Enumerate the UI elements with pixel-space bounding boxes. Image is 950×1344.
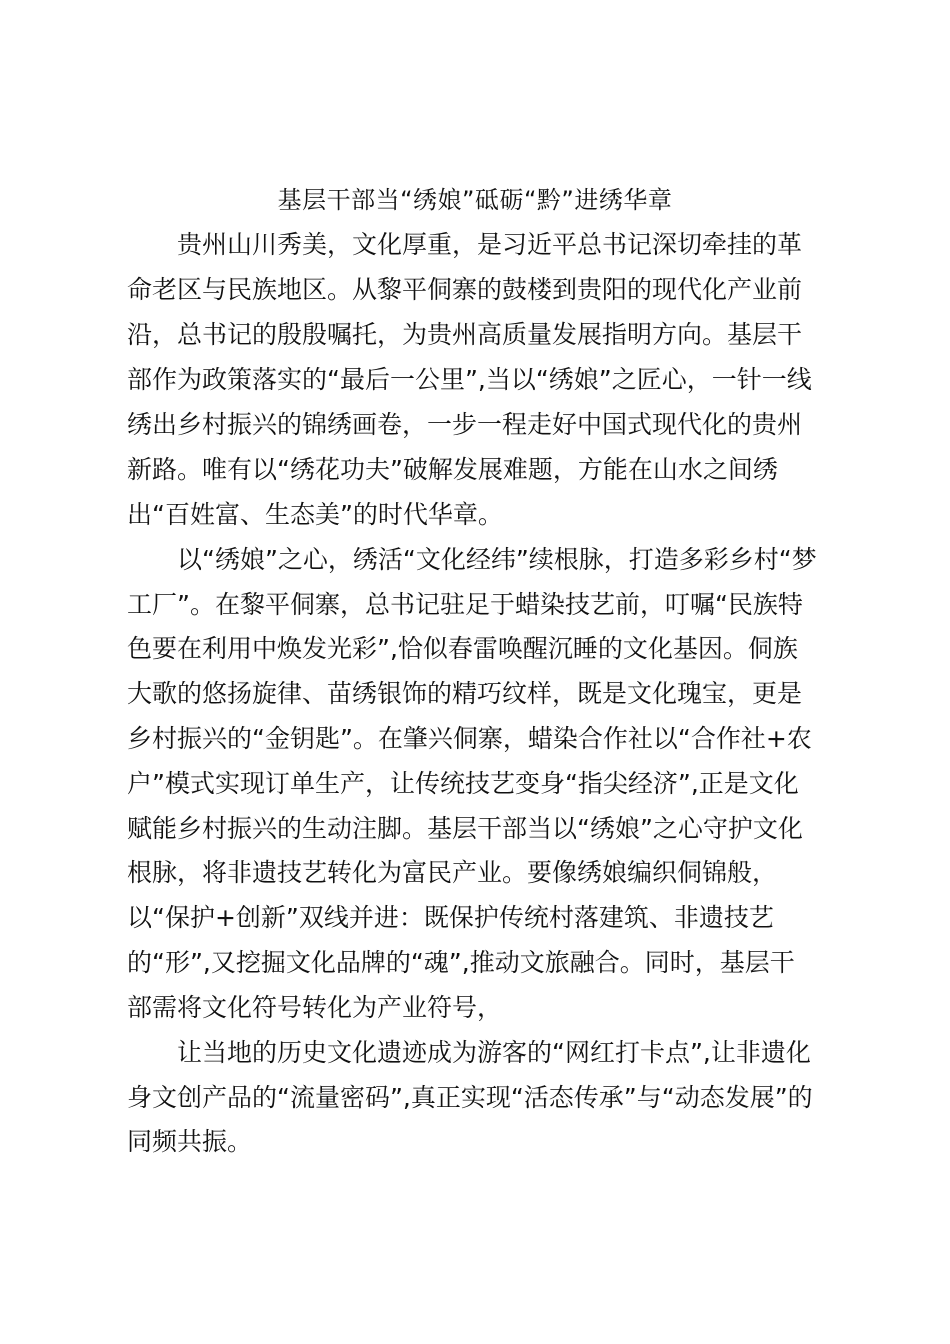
- paragraph-1-line-4: 部作为政策落实的“最后一公里”,当以“绣娘”之匠心，一针一线: [127, 365, 812, 394]
- paragraph-3-line-2: 身文创产品的“流量密码”,真正实现“活态传承”与“动态发展”的: [127, 1083, 813, 1112]
- paragraph-1-line-1: 贵州山川秀美，文化厚重，是习近平总书记深切牵挂的革: [177, 230, 803, 259]
- paragraph-2-line-6: 户”模式实现订单生产，让传统技艺变身“指尖经济”,正是文化: [127, 769, 799, 798]
- paragraph-3-line-3: 同频共振。: [127, 1127, 253, 1156]
- paragraph-3-line-1: 让当地的历史文化遗迹成为游客的“网红打卡点”,让非遗化: [177, 1038, 811, 1067]
- paragraph-2-line-8: 根脉，将非遗技艺转化为富民产业。要像绣娘编织侗锦般，: [127, 858, 778, 887]
- paragraph-2-line-11: 部需将文化符号转化为产业符号，: [127, 993, 503, 1022]
- paragraph-2-line-10: 的“形”,又挖掘文化品牌的“魂”,推动文旅融合。同时，基层干: [127, 948, 795, 977]
- paragraph-2-line-7: 赋能乡村振兴的生动注脚。基层干部当以“绣娘”之心守护文化: [127, 814, 803, 843]
- paragraph-1-line-2: 命老区与民族地区。从黎平侗寨的鼓楼到贵阳的现代化产业前: [127, 275, 803, 304]
- paragraph-1-line-3: 沿，总书记的殷殷嘱托，为贵州高质量发展指明方向。基层干: [127, 320, 803, 349]
- paragraph-2-line-2: 工厂”。在黎平侗寨，总书记驻足于蜡染技艺前，叮嘱“民族特: [127, 590, 803, 619]
- document-title: 基层干部当“绣娘”砥砺“黔”进绣华章: [277, 186, 673, 214]
- paragraph-2-line-1: 以“绣娘”之心，绣活“文化经纬”续根脉，打造多彩乡村“梦: [177, 545, 817, 574]
- paragraph-2-line-4: 大歌的悠扬旋律、苗绣银饰的精巧纹样，既是文化瑰宝，更是: [127, 679, 803, 708]
- paragraph-2-line-3: 色要在利用中焕发光彩”,恰似春雷唤醒沉睡的文化基因。侗族: [127, 634, 798, 663]
- paragraph-1-line-5: 绣出乡村振兴的锦绣画卷，一步一程走好中国式现代化的贵州: [127, 410, 803, 439]
- paragraph-1-line-7: 出“百姓富、生态美”的时代华章。: [127, 500, 503, 529]
- paragraph-2-line-9: 以“保护+创新”双线并进：既保护传统村落建筑、非遗技艺: [127, 903, 774, 932]
- paragraph-2-line-5: 乡村振兴的“金钥匙”。在肇兴侗寨，蜡染合作社以“合作社+农: [127, 724, 812, 753]
- paragraph-1-line-6: 新路。唯有以“绣花功夫”破解发展难题，方能在山水之间绣: [127, 455, 778, 484]
